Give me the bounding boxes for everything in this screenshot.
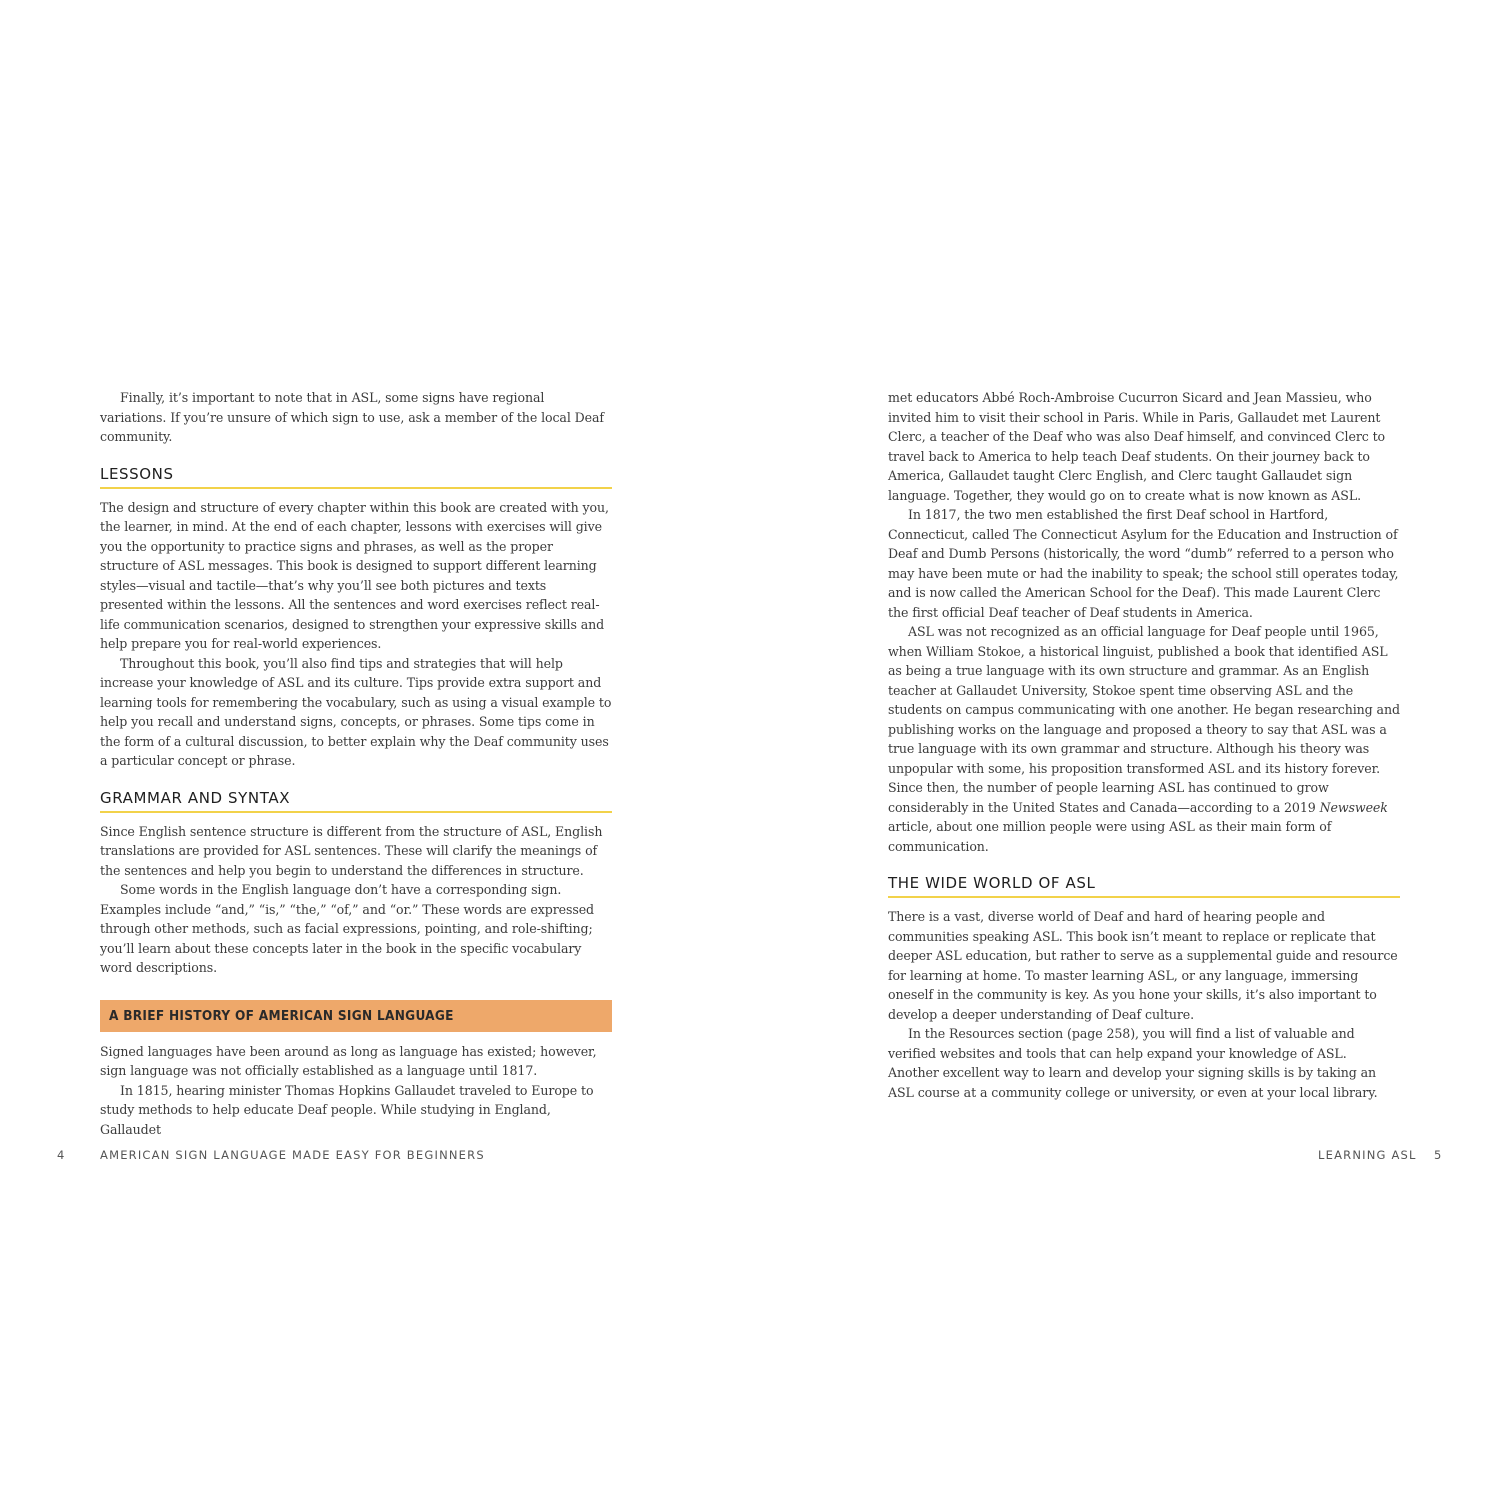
history-paragraph-1: Signed languages have been around as long as language has existed; however, sign language was not officially established as a language until 1817. xyxy=(100,1043,597,1078)
running-title-right: LEARNING ASL xyxy=(1318,1148,1417,1162)
lessons-paragraph-2: Throughout this book, you’ll also find tips and strategies that will help increase your knowledge of ASL and its culture. Tips provide extra support and learning tools for remembering the vocabulary, such as using a visual example to help you recall and understand signs, concepts, or phrases. Some tips come in the form of a cultural discussion, to better explain why the Deaf community uses a particular concept or phrase. xyxy=(100,655,612,768)
history-continued-paragraph-1: met educators Abbé Roch-Ambroise Cucurron Sicard and Jean Massieu, who invited him to visit their school in Paris. While in Paris, Gallaudet met Laurent Clerc, a teacher of the Deaf who was also Deaf himself, and convinced Clerc to travel back to America to help teach Deaf students. On their journey back to America, Gallaudet taught Clerc English, and Clerc taught Gallaudet sign language. Together, they would go on to create what is now known as ASL. xyxy=(888,390,1386,503)
lessons-heading: LESSONS xyxy=(100,465,612,489)
p3-text-end: article, about one million people were using ASL as their main form of communication. xyxy=(888,819,1332,854)
wide-world-paragraph-1: There is a vast, diverse world of Deaf and hard of hearing people and communities speaking ASL. This book isn’t meant to replace or replicate that deeper ASL education, but rather to serve as a supplemental guide and resource for learning at home. To master learning ASL, or any language, immersing oneself in the community is key. As you hone your skills, it’s also important to develop a deeper understanding of Deaf culture. xyxy=(888,909,1398,1022)
history-paragraph-2: In 1815, hearing minister Thomas Hopkins Gallaudet traveled to Europe to study methods to help educate Deaf people. While studying in England, Gallaudet xyxy=(100,1082,594,1137)
running-title-left: AMERICAN SIGN LANGUAGE MADE EASY FOR BEGINNERS xyxy=(100,1148,485,1162)
grammar-heading: GRAMMAR AND SYNTAX xyxy=(100,789,612,813)
left-page-column xyxy=(100,388,612,1139)
grammar-paragraph-2: Some words in the English language don’t have a corresponding sign. Examples include “and,” “is,” “the,” “of,” and “or.” These words are expressed through other methods, such as facial expressions, pointing, and role-shifting; you’ll learn about these concepts later in the book in the specific vocabulary word descriptions. xyxy=(100,882,595,975)
newsweek-title: Newsweek xyxy=(1319,799,1388,815)
grammar-paragraph-1: Since English sentence structure is different from the structure of ASL, English translations are provided for ASL sentences. These will clarify the meanings of the sentences and help you begin to understand the differences in structure. xyxy=(100,823,603,878)
wide-world-heading: THE WIDE WORLD OF ASL xyxy=(888,874,1400,898)
page-number-right: 5 xyxy=(1434,1148,1443,1162)
history-banner: A BRIEF HISTORY OF AMERICAN SIGN LANGUAGE xyxy=(100,1000,612,1032)
intro-paragraph: Finally, it’s important to note that in ASL, some signs have regional variations. If you’re unsure of which sign to use, ask a member of the local Deaf community. xyxy=(100,390,604,444)
right-page-column xyxy=(888,388,1400,1102)
wide-world-paragraph-2: In the Resources section (page 258), you will find a list of valuable and verified websites and tools that can help expand your knowledge of ASL. Another excellent way to learn and develop your signing skills is by taking an ASL course at a community college or university, or even at your local library. xyxy=(888,1026,1378,1100)
lessons-paragraph-1: The design and structure of every chapter within this book are created with you, the learner, in mind. At the end of each chapter, lessons with exercises will give you the opportunity to practice signs and phrases, as well as the proper structure of ASL messages. This book is designed to support different learning styles—visual and tactile—that’s why you’ll see both pictures and texts presented within the lessons. All the sentences and word exercises reflect real-life communication scenarios, designed to strengthen your expressive skills and help prepare you for real-world experiences. xyxy=(100,499,609,651)
p3-text-start: ASL was not recognized as an official language for Deaf people until 1965, when William Stokoe, a historical linguist, published a book that identified ASL as being a true language with its own structure and grammar. As an English teacher at Gallaudet University, Stokoe spent time observing ASL and the students on campus communicating with one another. He began researching and publishing works on the language and proposed a theory to say that ASL was a true language with its own grammar and structure. Although his theory was unpopular with some, his proposition transformed ASL and its history forever. Since then, the number of people learning ASL has continued to grow considerably in the United States and Canada—according to a 2019 xyxy=(888,624,1400,815)
history-continued-paragraph-2: In 1817, the two men established the first Deaf school in Hartford, Connecticut, called The Connecticut Asylum for the Education and Instruction of Deaf and Dumb Persons (historically, the word “dumb” referred to a person who may have been mute or had the inability to speak; the school still operates today, and is now called the American School for the Deaf). This made Laurent Clerc the first official Deaf teacher of Deaf students in America. xyxy=(888,507,1399,620)
page-number-left: 4 xyxy=(57,1148,66,1162)
history-continued-paragraph-3 xyxy=(888,622,1400,856)
